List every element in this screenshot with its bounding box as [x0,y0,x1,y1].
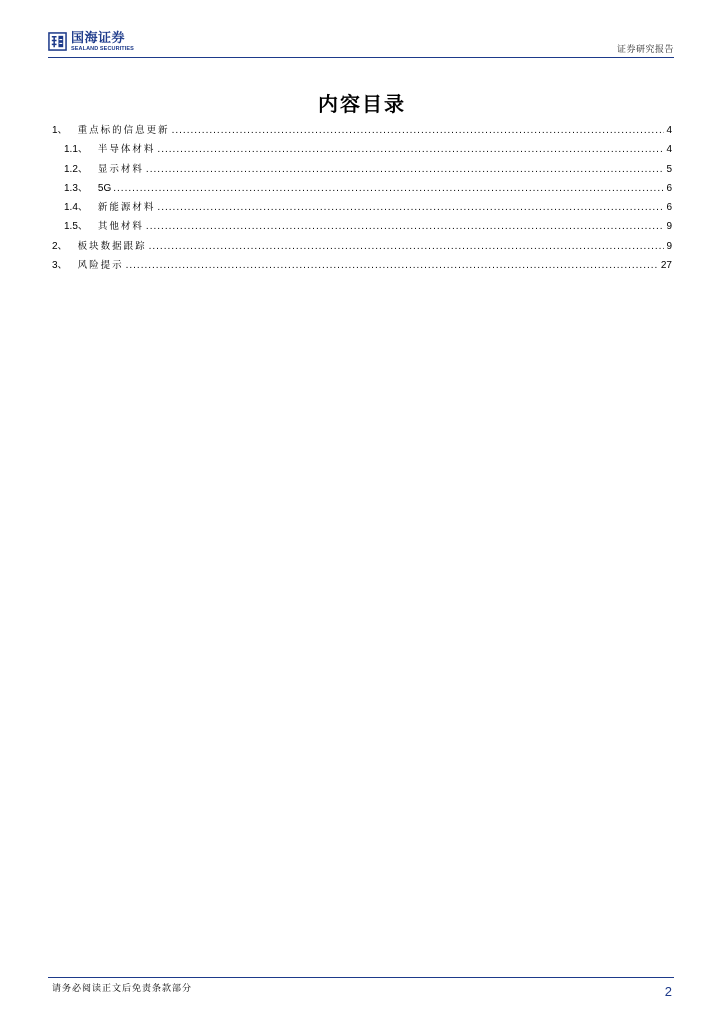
toc-entry-number: 1.1、 [64,144,88,156]
toc-entry-page: 6 [666,182,672,194]
toc-entry[interactable] [52,198,672,217]
footer-divider [48,977,674,978]
sealand-logo-icon [48,32,67,51]
logo-english-name: SEALAND SECURITIES [71,46,134,52]
toc-leader-dots [157,144,664,155]
toc-entry[interactable] [52,237,672,256]
table-of-contents [52,121,672,275]
toc-entry-page: 9 [666,221,672,233]
toc-entry-page: 27 [660,260,672,272]
toc-entry-page: 5 [666,163,672,175]
toc-entry[interactable] [52,121,672,140]
toc-entry-number: 1.4、 [64,202,88,214]
logo-text [71,32,134,53]
toc-entry-page: 4 [666,144,672,156]
toc-entry-label: 5G [97,182,112,194]
toc-entry-label: 其他材料 [97,221,144,233]
toc-entry-number: 1.5、 [64,221,88,233]
toc-entry[interactable] [52,140,672,159]
footer-disclaimer: 请务必阅读正文后免责条款部分 [52,984,193,994]
toc-entry-number: 1.2、 [64,163,88,175]
toc-leader-dots [157,202,664,213]
toc-entry[interactable] [52,217,672,236]
toc-leader-dots [149,241,665,252]
toc-entry-label: 风险提示 [77,260,124,272]
header-divider [48,57,674,58]
toc-entry-page: 9 [666,240,672,252]
toc-entry-page: 6 [666,202,672,214]
report-type-label: 证券研究报告 [616,45,674,55]
toc-entry-number: 1、 [52,125,68,136]
toc-entry-label: 重点标的信息更新 [77,125,170,136]
toc-entry-label: 新能源材料 [97,202,156,214]
toc-entry-number: 2、 [52,240,68,252]
toc-entry[interactable] [52,179,672,198]
toc-entry-number: 1.3、 [64,182,88,194]
toc-leader-dots [146,221,665,232]
toc-leader-dots [146,164,665,175]
toc-title: 内容目录 [318,92,406,116]
toc-leader-dots [172,125,665,136]
company-logo [48,32,134,56]
page-header [48,30,674,58]
logo-chinese-name: 国海证券 [71,31,126,46]
toc-leader-dots [126,260,659,271]
toc-entry-label: 半导体材料 [97,144,156,156]
toc-entry-number: 3、 [52,260,68,272]
toc-entry-label: 板块数据跟踪 [77,240,147,252]
toc-entry-page: 4 [666,125,672,136]
toc-leader-dots [113,183,664,194]
page-number: 2 [664,984,672,999]
toc-entry[interactable] [52,160,672,179]
toc-entry[interactable] [52,256,672,275]
toc-entry-label: 显示材料 [97,163,144,175]
